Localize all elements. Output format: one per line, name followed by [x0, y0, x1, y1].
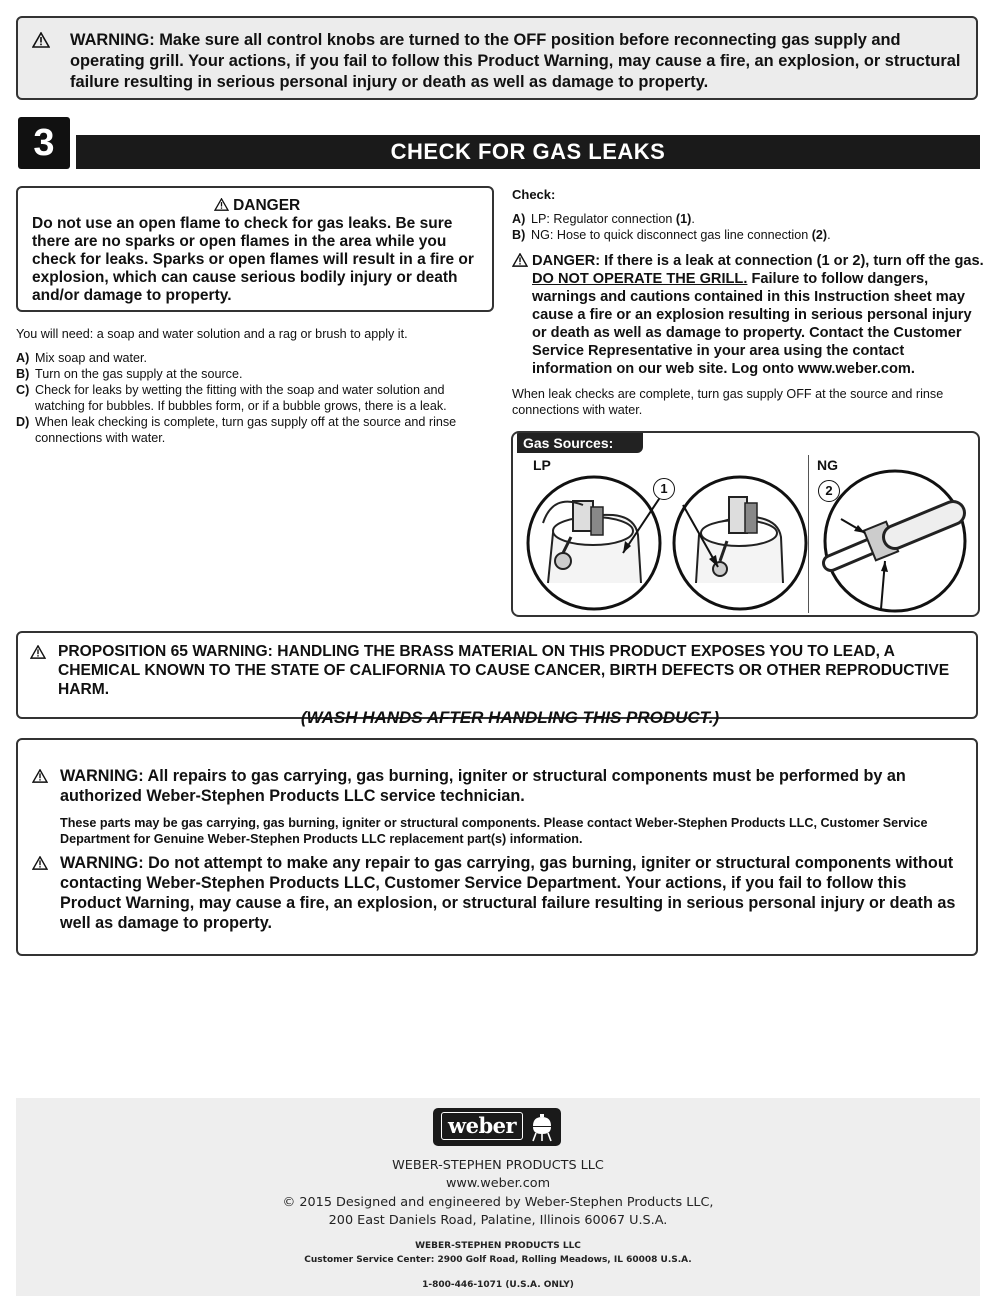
top-warning-box	[16, 16, 978, 100]
warning-triangle-icon	[30, 645, 46, 659]
footer-address: 200 East Daniels Road, Palatine, Illinois 60067 U.S.A.	[328, 1213, 668, 1228]
danger-title-label: DANGER	[233, 197, 301, 214]
gas-sources-illustration	[513, 433, 980, 617]
footer-company-small: WEBER-STEPHEN PRODUCTS LLC	[415, 1241, 581, 1251]
check-ref: (2)	[811, 228, 828, 242]
list-item	[16, 366, 494, 382]
right-danger-rest: Failure to follow dangers, warnings and cautions contained in this Instruction sheet may cause a fire or an explosion resulting in serious personal injury or death as well as damage to property. Contact the Customer Service Representative in your area using the contact information on our web site. Log onto www.weber.com.	[532, 271, 972, 377]
warning-triangle-icon	[32, 769, 48, 783]
list-letter: B)	[16, 367, 30, 381]
repair-warning-2-text: WARNING: Do not attempt to make any repair to gas carrying, gas burning, igniter or structural components without contacting Weber-Stephen Products LLC, Customer Service Department. Your actions, if you fail to follow this Product Warning, may cause a fire, an explosion, or structural failure resulting in serious personal injury or death as well as damage to property.	[60, 854, 956, 932]
complete-text: When leak checks are complete, turn gas supply OFF at the source and rinse connections with water.	[512, 387, 944, 417]
right-danger-underlined: DO NOT OPERATE THE GRILL.	[532, 271, 748, 287]
prop65-text: PROPOSITION 65 WARNING: HANDLING THE BRASS MATERIAL ON THIS PRODUCT EXPOSES YOU TO LEAD, A CHEMICAL KNOWN TO THE STATE OF CALIFORNIA TO CAUSE CANCER, BIRTH DEFECTS OR OTHER REPRODUCTIVE HARM.	[58, 643, 950, 698]
gas-sources-label: Gas Sources:	[517, 433, 643, 453]
footer	[16, 1098, 980, 1296]
weber-logo	[433, 1108, 561, 1146]
step-title: CHECK FOR GAS LEAKS	[76, 135, 980, 169]
repair-warning-2	[60, 853, 962, 933]
need-text: You will need: a soap and water solution and a rag or brush to apply it.	[16, 327, 408, 341]
list-text: Check for leaks by wetting the fitting with the soap and water solution and watching for bubbles. If bubbles form, or if a bubble grows, there is a leak.	[35, 383, 447, 413]
danger-text: Do not use an open flame to check for gas leaks. Be sure there are no sparks or open flames in the area while you check for leaks. Sparks or open flames will result in a fire or explosion, which can cause serious bodily injury or death and/or damage to property.	[32, 215, 474, 304]
warning-triangle-icon	[512, 253, 528, 267]
list-text: Turn on the gas supply at the source.	[35, 367, 243, 381]
list-item	[512, 227, 982, 243]
warning-triangle-icon	[32, 856, 48, 870]
list-item	[16, 350, 494, 366]
danger-box	[16, 186, 494, 312]
footer-copyright: © 2015 Designed and engineered by Weber-Stephen Products LLC,	[282, 1195, 714, 1210]
check-text-end: .	[827, 228, 831, 242]
lp-label: LP	[533, 457, 551, 473]
prop65-box	[16, 631, 978, 727]
footer-company: WEBER-STEPHEN PRODUCTS LLC	[392, 1158, 604, 1173]
steps-list	[16, 350, 494, 446]
warning-triangle-icon	[214, 198, 229, 211]
check-text: NG: Hose to quick disconnect gas line connection	[531, 228, 812, 242]
footer-url: www.weber.com	[445, 1176, 551, 1191]
right-danger-lead: DANGER: If there is a leak at connection (1 or 2), turn off the gas.	[532, 253, 984, 269]
list-letter: C)	[16, 383, 30, 397]
lp-regulator-illustration-right	[674, 477, 806, 609]
list-letter: A)	[512, 212, 526, 226]
list-text: Mix soap and water.	[35, 351, 148, 365]
top-warning-text: WARNING: Make sure all control knobs are turned to the OFF position before reconnecting gas supply and operating grill. Your actions, if you fail to follow this Product Warning, may cause a fire, an explosion, or structural failure resulting in serious personal injury or death as well as damage to property.	[70, 31, 961, 91]
check-title: Check:	[512, 187, 556, 202]
repair-warning-subtext: These parts may be gas carrying, gas burning, igniter or structural components. Please contact Weber-Stephen Products LLC, Customer Service Department for Genuine Weber-Stephen Products LLC replacement part(s) information.	[60, 816, 928, 846]
repair-warning-1-text: WARNING: All repairs to gas carrying, gas burning, igniter or structural components must be performed by an authorized Weber-Stephen Products LLC service technician.	[60, 767, 906, 805]
list-item	[512, 211, 982, 227]
list-letter: B)	[512, 228, 526, 242]
right-danger-text	[512, 252, 984, 378]
ng-label: NG	[817, 457, 838, 473]
callout-2: 2	[818, 480, 840, 502]
check-list	[512, 211, 982, 243]
warning-triangle-icon	[32, 32, 50, 48]
gas-divider	[808, 455, 809, 613]
check-text: LP: Regulator connection	[531, 212, 676, 226]
footer-service-center: Customer Service Center: 2900 Golf Road, Rolling Meadows, IL 60008 U.S.A.	[304, 1255, 692, 1265]
check-text-end: .	[691, 212, 695, 226]
lp-regulator-illustration-left	[528, 477, 663, 609]
list-text: When leak checking is complete, turn gas supply off at the source and rinse connections with water.	[35, 415, 457, 445]
repair-warning-1	[60, 766, 962, 806]
danger-title	[32, 196, 482, 215]
list-item	[16, 414, 494, 446]
kettle-grill-icon	[531, 1114, 553, 1142]
footer-phone: 1-800-446-1071 (U.S.A. ONLY)	[422, 1280, 574, 1290]
list-item	[16, 382, 494, 414]
step-number: 3	[18, 117, 70, 169]
prop65-wash-text: (WASH HANDS AFTER HANDLING THIS PRODUCT.)	[300, 708, 720, 727]
gas-sources-box	[511, 431, 980, 617]
weber-logo-wordmark: weber	[441, 1112, 523, 1140]
list-letter: A)	[16, 351, 30, 365]
ng-hose-illustration	[825, 471, 965, 611]
list-letter: D)	[16, 415, 30, 429]
callout-1: 1	[653, 478, 675, 500]
check-ref: (1)	[675, 212, 692, 226]
repair-warnings-box	[16, 738, 978, 956]
